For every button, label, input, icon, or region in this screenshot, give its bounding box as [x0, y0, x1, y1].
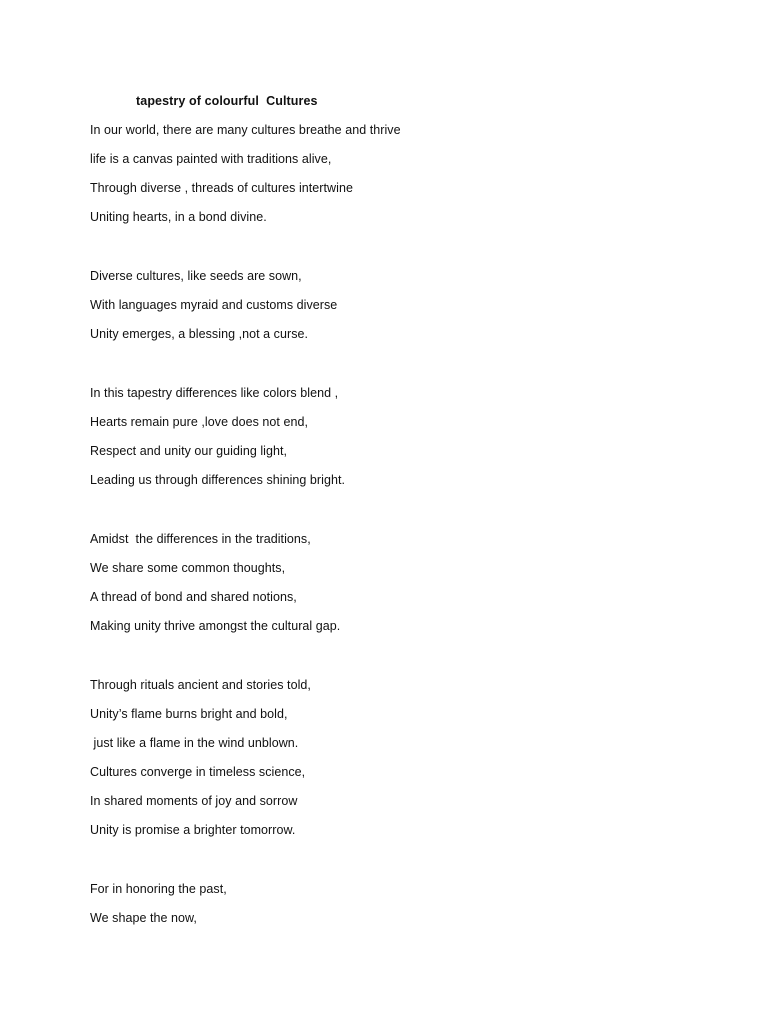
poem-line: Diverse cultures, like seeds are sown,: [90, 269, 302, 283]
poem-line: Leading us through differences shining bright.: [90, 473, 346, 487]
poem-title: tapestry of colourful Cultures: [136, 94, 318, 108]
stanza-spacer: [90, 355, 730, 385]
stanza-spacer: [90, 647, 730, 677]
poem-line: Unity is promise a brighter tomorrow.: [90, 823, 296, 837]
poem-line: Amidst the differences in the traditions,: [90, 532, 311, 546]
poem-line: Through rituals ancient and stories told,: [90, 678, 311, 692]
poem-line: We share some common thoughts,: [90, 561, 286, 575]
poem-line: Uniting hearts, in a bond divine.: [90, 210, 267, 224]
poem-line: With languages myraid and customs diverse: [90, 298, 338, 312]
poem-line: Making unity thrive amongst the cultural gap.: [90, 619, 341, 633]
poem-line: In this tapestry differences like colors blend ,: [90, 386, 339, 400]
stanza: [90, 385, 730, 501]
stanza: [90, 881, 730, 939]
stanza: [90, 531, 730, 647]
poem-line: A thread of bond and shared notions,: [90, 590, 297, 604]
poem-line: just like a flame in the wind unblown.: [90, 736, 299, 750]
poem-line: We shape the now,: [90, 911, 197, 925]
stanza-spacer: [90, 501, 730, 531]
stanza: [90, 268, 730, 355]
poem-line: In our world, there are many cultures breathe and thrive: [90, 123, 401, 137]
poem-line: Hearts remain pure ,love does not end,: [90, 415, 308, 429]
poem-line: Unity emerges, a blessing ,not a curse.: [90, 327, 309, 341]
stanza: [90, 122, 730, 238]
poem-line: Cultures converge in timeless science,: [90, 765, 306, 779]
stanza: [90, 677, 730, 851]
poem-line: life is a canvas painted with traditions alive,: [90, 152, 332, 166]
stanza-spacer: [90, 851, 730, 881]
poem-line: Through diverse , threads of cultures intertwine: [90, 181, 353, 195]
stanza-spacer: [90, 238, 730, 268]
poem-body: [90, 122, 730, 939]
poem-line: Unity’s flame burns bright and bold,: [90, 707, 288, 721]
poem-line: In shared moments of joy and sorrow: [90, 794, 298, 808]
poem-line: For in honoring the past,: [90, 882, 227, 896]
poem-line: Respect and unity our guiding light,: [90, 444, 288, 458]
